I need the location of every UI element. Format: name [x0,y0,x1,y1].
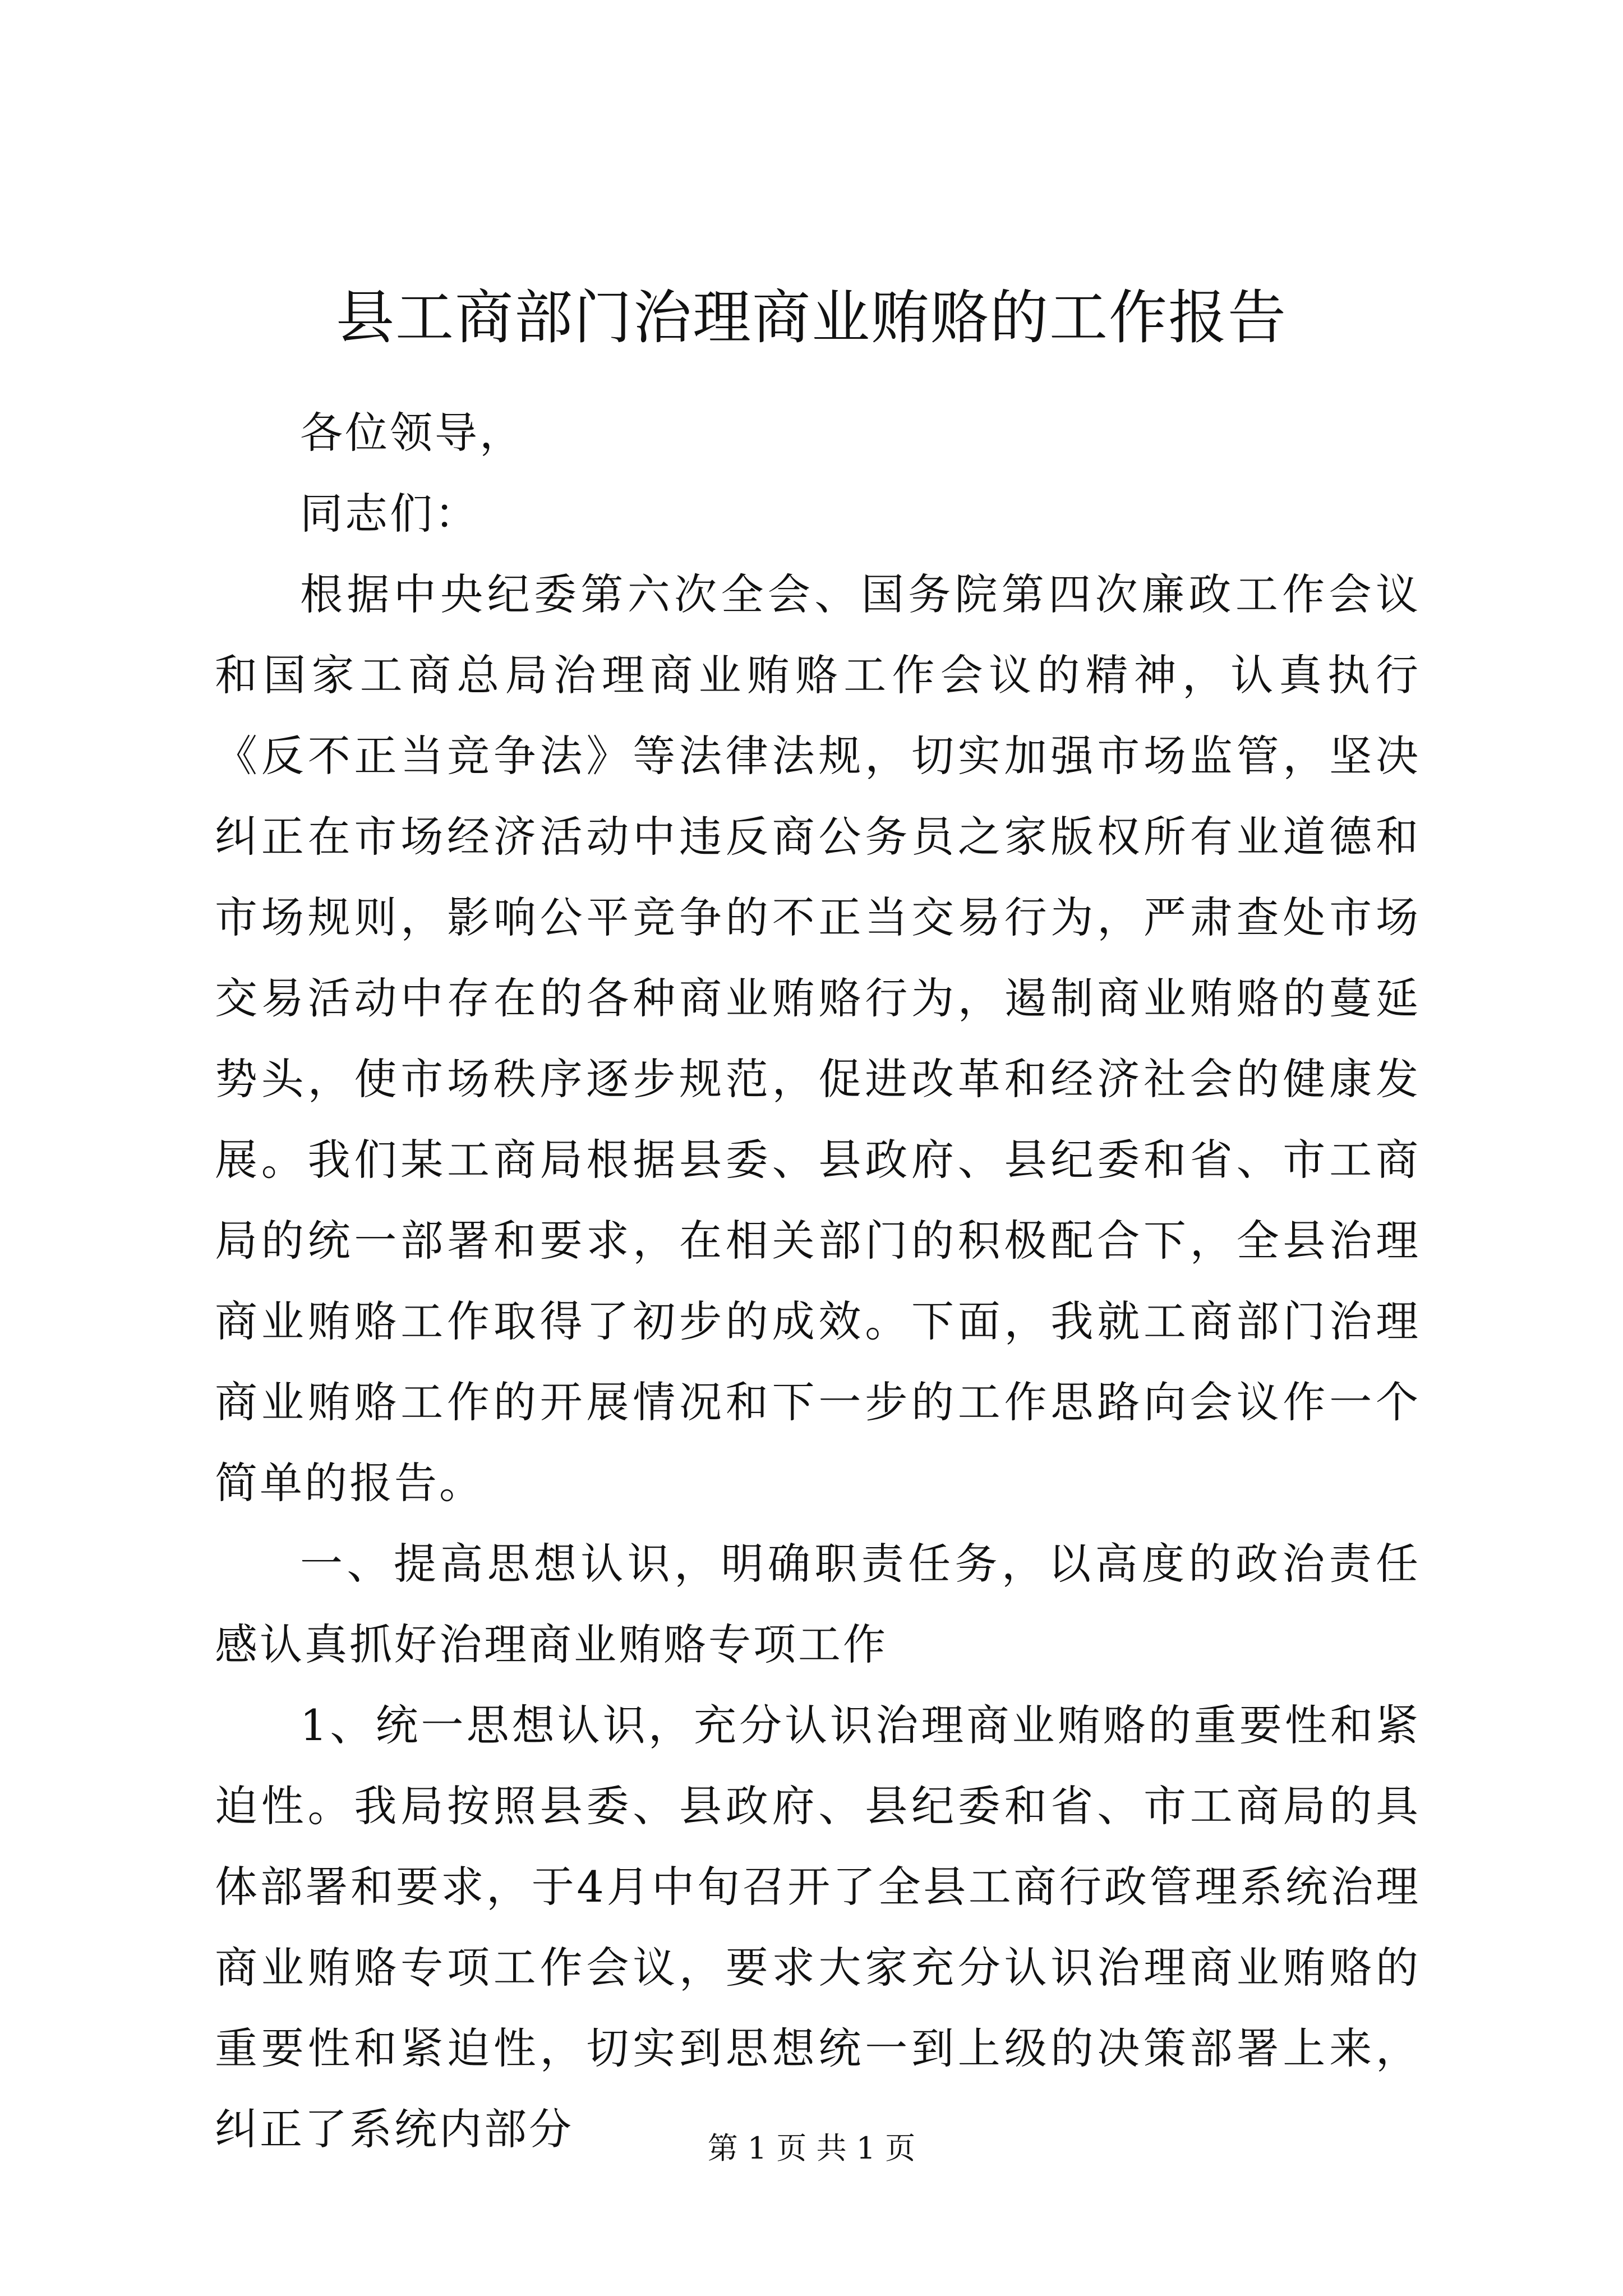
salutation-comrades: 同志们： [300,489,479,539]
section-1-item-1: 1、统一思想认识，充分认识治理商业贿赂的重要性和紧迫性。我局按照县委、县政府、县纪委和省、市工商局的具体部署和要求，于4月中旬召开了全县工商行政管理系统治理商业贿赂专项工作会议，要求大家充分认识治理商业贿赂的重要性和紧迫性，切实到思想统一到上级的决策部署上来，纠正了系统内部分 [215,1700,1421,2154]
page-footer: 第 1 页 共 1 页 [707,2131,916,2166]
salutation-leaders: 各位领导， [300,408,524,458]
document-body [215,393,1421,2170]
document-title: 县工商部门治理商业贿赂的工作报告 [335,283,1287,352]
intro-paragraph: 根据中央纪委第六次全会、国务院第四次廉政工作会议和国家工商总局治理商业贿赂工作会议的精神，认真执行《反不正当竞争法》等法律法规，切实加强市场监管，坚决纠正在市场经济活动中违反商公务员之家版权所有业道德和市场规则，影响公平竞争的不正当交易行为，严肃查处市场交易活动中存在的各种商业贿赂行为，遏制商业贿赂的蔓延势头，使市场秩序逐步规范，促进改革和经济社会的健康发展。我们某工商局根据县委、县政府、县纪委和省、市工商局的统一部署和要求，在相关部门的积极配合下，全县治理商业贿赂工作取得了初步的成效。下面，我就工商部门治理商业贿赂工作的开展情况和下一步的工作思路向会议作一个简单的报告。 [215,569,1421,1508]
section-heading-1: 一、提高思想认识，明确职责任务，以高度的政治责任感认真抓好治理商业贿赂专项工作 [215,1539,1421,1669]
